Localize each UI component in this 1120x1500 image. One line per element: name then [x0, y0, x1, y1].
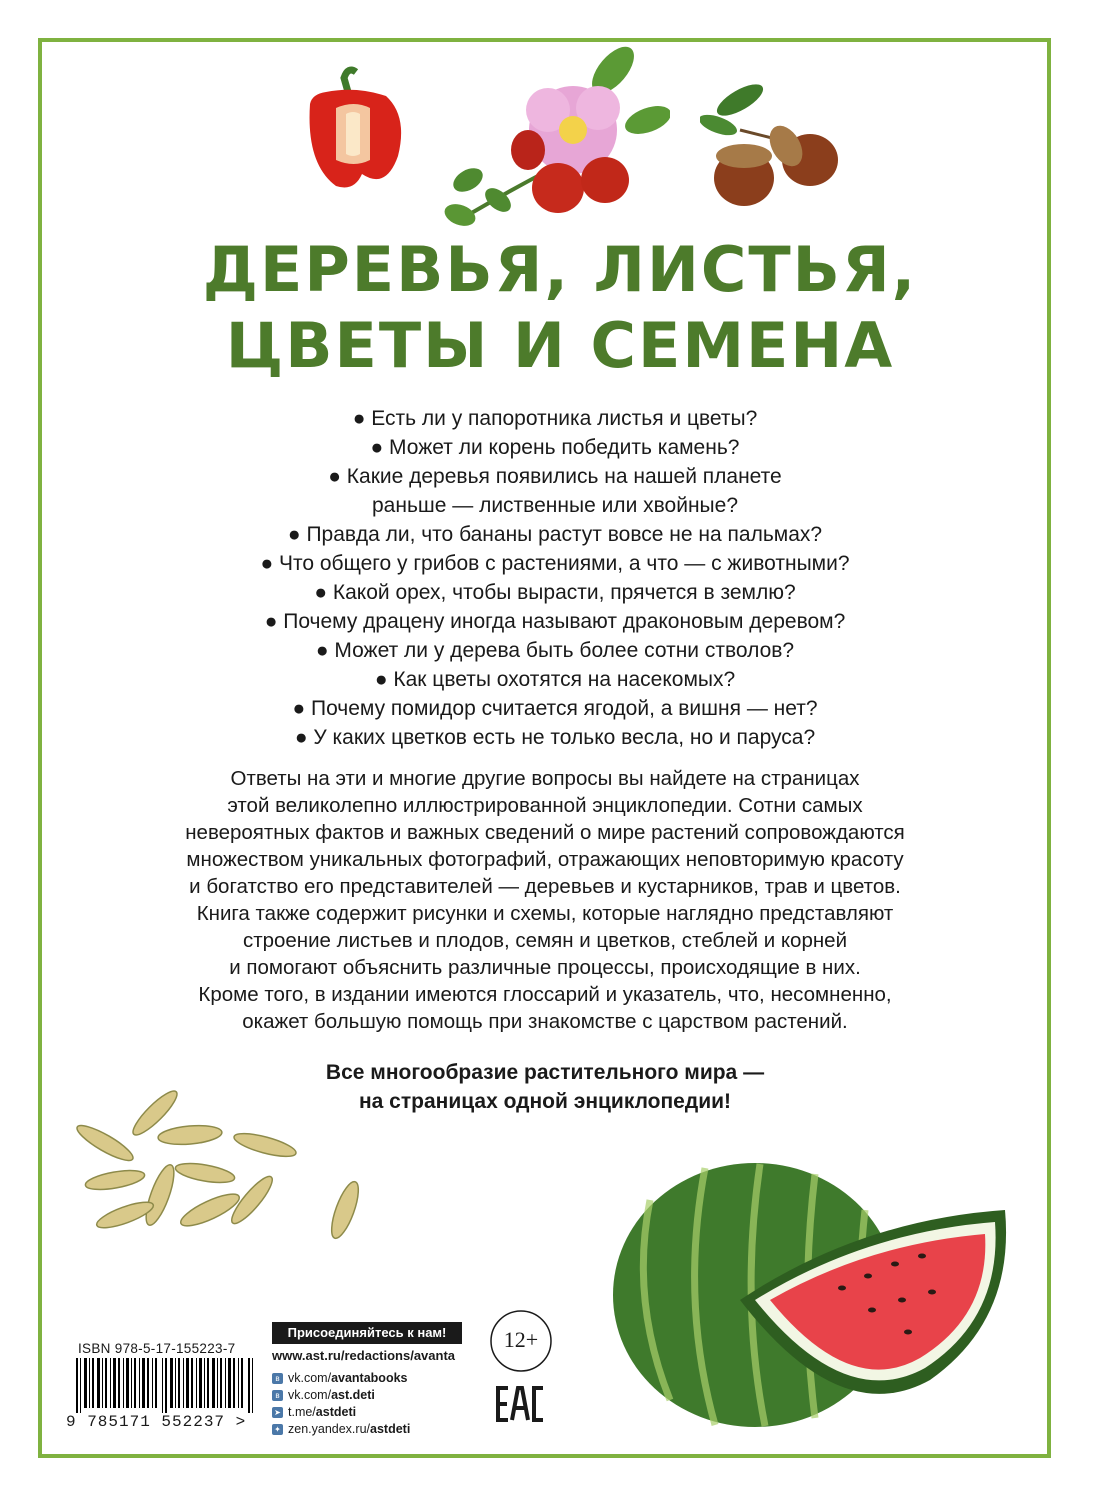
question-item: ● Что общего у грибов с растениями, а что — с животными?: [260, 552, 850, 575]
vk-icon: в: [272, 1390, 283, 1401]
description-line: и помогают объяснить различные процессы, происходящие в них.: [229, 956, 861, 979]
social-prefix: vk.com/: [288, 1388, 332, 1402]
title-line-1: ДЕРЕВЬЯ, ЛИСТЬЯ,: [202, 233, 918, 306]
social-link-zen[interactable]: [272, 1421, 410, 1438]
question-item: ● Правда ли, что бананы растут вовсе не на пальмах?: [287, 523, 823, 546]
question-item: ● Может ли корень победить камень?: [370, 436, 740, 459]
barcode: [76, 1358, 256, 1413]
question-item: ● Какие деревья появились на нашей планете: [328, 465, 782, 488]
eac-mark-icon: [496, 1384, 546, 1424]
telegram-icon: ➤: [272, 1407, 283, 1418]
description-paragraph: [0, 765, 1090, 1035]
description-line: множеством уникальных фотографий, отражающих неповторимую красоту: [186, 848, 904, 871]
publisher-site-link[interactable]: www.ast.ru/redactions/avanta: [272, 1348, 456, 1363]
question-item: ● Почему драцену иногда называют драконовым деревом?: [264, 610, 846, 633]
question-item: раньше — лиственные или хвойные?: [371, 494, 739, 517]
description-line: и богатство его представителей — деревьев и кустарников, трав и цветов.: [189, 875, 901, 898]
question-item: ● Почему помидор считается ягодой, а вишня — нет?: [292, 697, 818, 720]
social-link-telegram[interactable]: [272, 1404, 410, 1421]
description-line: окажет большую помощь при знакомстве с царством растений.: [242, 1010, 848, 1033]
social-link-vk-astdeti[interactable]: [272, 1387, 410, 1404]
social-link-vk-avantabooks[interactable]: [272, 1370, 410, 1387]
social-links: [272, 1370, 410, 1438]
seeds-image: [70, 1085, 380, 1255]
question-item: ● Может ли у дерева быть более сотни стволов?: [315, 639, 795, 662]
vk-icon: в: [272, 1373, 283, 1384]
questions-list: [0, 404, 1110, 752]
description-line: Кроме того, в издании имеются глоссарий и указатель, что, несомненно,: [198, 983, 892, 1006]
watermelon-image: [610, 1160, 1020, 1430]
slogan-line-1: Все многообразие растительного мира —: [325, 1061, 765, 1084]
isbn-label: ISBN 978-5-17-155223-7: [78, 1341, 236, 1356]
title-line-2: ЦВЕТЫ И СЕМЕНА: [225, 309, 895, 382]
description-line: Ответы на эти и многие другие вопросы вы найдете на страницах: [230, 767, 860, 790]
question-item: ● Какой орех, чтобы вырасти, прячется в землю?: [314, 581, 796, 604]
rosehip-flower-image: [438, 30, 670, 235]
social-prefix: zen.yandex.ru/: [288, 1422, 370, 1436]
question-item: ● У каких цветков есть не только весла, но и паруса?: [294, 726, 816, 749]
question-item: ● Есть ли у папоротника листья и цветы?: [352, 407, 758, 430]
description-line: Книга также содержит рисунки и схемы, которые наглядно представляют: [196, 902, 894, 925]
acorns-image: [700, 70, 850, 210]
bell-pepper-image: [296, 64, 411, 194]
description-line: невероятных фактов и важных сведений о мире растений сопровождаются: [185, 821, 905, 844]
barcode-number: 9 785171 552237 >: [66, 1413, 247, 1431]
social-prefix: vk.com/: [288, 1371, 332, 1385]
description-line: строение листьев и плодов, семян и цветков, стеблей и корней: [242, 929, 848, 952]
social-prefix: t.me/: [288, 1405, 316, 1419]
join-us-banner: Присоединяйтесь к нам!: [272, 1322, 462, 1344]
book-title: [0, 232, 1120, 384]
social-handle: avantabooks: [331, 1371, 408, 1385]
zen-icon: ✦: [272, 1424, 283, 1435]
slogan-line-2: на страницах одной энциклопедии!: [358, 1090, 732, 1113]
age-rating-text: 12+: [503, 1327, 539, 1352]
social-handle: astdeti: [370, 1422, 411, 1436]
social-handle: ast.deti: [331, 1388, 375, 1402]
question-item: ● Как цветы охотятся на насекомых?: [374, 668, 736, 691]
description-line: этой великолепно иллюстрированной энциклопедии. Сотни самых: [227, 794, 863, 817]
social-handle: astdeti: [315, 1405, 357, 1419]
